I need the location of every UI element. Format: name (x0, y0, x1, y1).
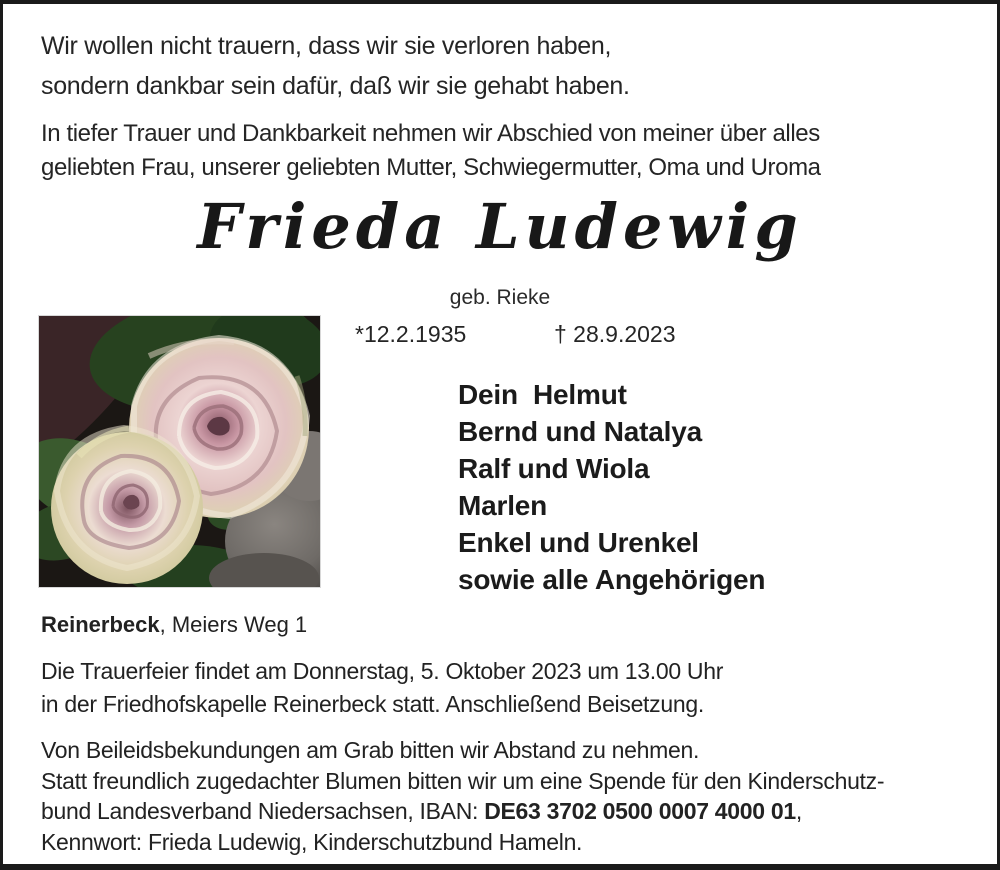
funeral-line-1: Die Trauerfeier findet am Donnerstag, 5. Oktober 2023 um 13.00 Uhr (41, 658, 724, 684)
condolence-line-3 (41, 796, 884, 827)
iban-label: bund Landesverband Niedersachsen, IBAN: (41, 798, 485, 824)
condolence-line-2: Statt freundlich zugedachter Blumen bitten wir um eine Spende für den Kinderschutz- (41, 767, 885, 794)
address-place: Reinerbeck (41, 612, 160, 637)
condolence-line-4: Kennwort: Frieda Ludewig, Kinderschutzbund Hameln. (41, 828, 583, 855)
verse-line-2: sondern dankbar sein dafür, daß wir sie gehabt haben. (41, 72, 630, 100)
intro-paragraph (41, 117, 821, 185)
address-line (41, 612, 307, 638)
mourner-line: sowie alle Angehörigen (458, 564, 766, 595)
roses-photo-graphic (39, 316, 320, 587)
intro-line-2: geliebten Frau, unserer geliebten Mutter, Schwiegermutter, Oma und Uroma (41, 154, 821, 181)
condolence-info (41, 735, 884, 857)
iban-after: , (795, 798, 802, 824)
deceased-name: Frieda Ludewig (197, 190, 803, 263)
mourner-line: Dein Helmut (458, 379, 627, 410)
iban-number: DE63 3702 0500 0007 4000 01 (484, 798, 796, 824)
verse-line-1: Wir wollen nicht trauern, dass wir sie verloren haben, (41, 32, 612, 60)
mourners-list (458, 376, 765, 598)
address-rest: , Meiers Weg 1 (159, 612, 308, 637)
funeral-line-2: in der Friedhofskapelle Reinerbeck statt. Anschließend Beisetzung. (41, 691, 704, 717)
condolence-line-1: Von Beileidsbekundungen am Grab bitten wir Abstand zu nehmen. (41, 737, 700, 763)
mourner-line: Ralf und Wiola (458, 453, 650, 484)
verse (41, 26, 630, 106)
funeral-info (41, 655, 723, 721)
mourner-line: Enkel und Urenkel (458, 527, 699, 558)
mourner-line: Bernd und Natalya (458, 416, 702, 447)
intro-line-1: In tiefer Trauer und Dankbarkeit nehmen wir Abschied von meiner über alles (41, 120, 820, 147)
roses-photo (38, 315, 321, 588)
mourner-line: Marlen (458, 490, 548, 521)
maiden-name: geb. Rieke (449, 286, 551, 309)
birth-date: *12.2.1935 (355, 321, 467, 347)
death-date: † 28.9.2023 (554, 321, 676, 347)
